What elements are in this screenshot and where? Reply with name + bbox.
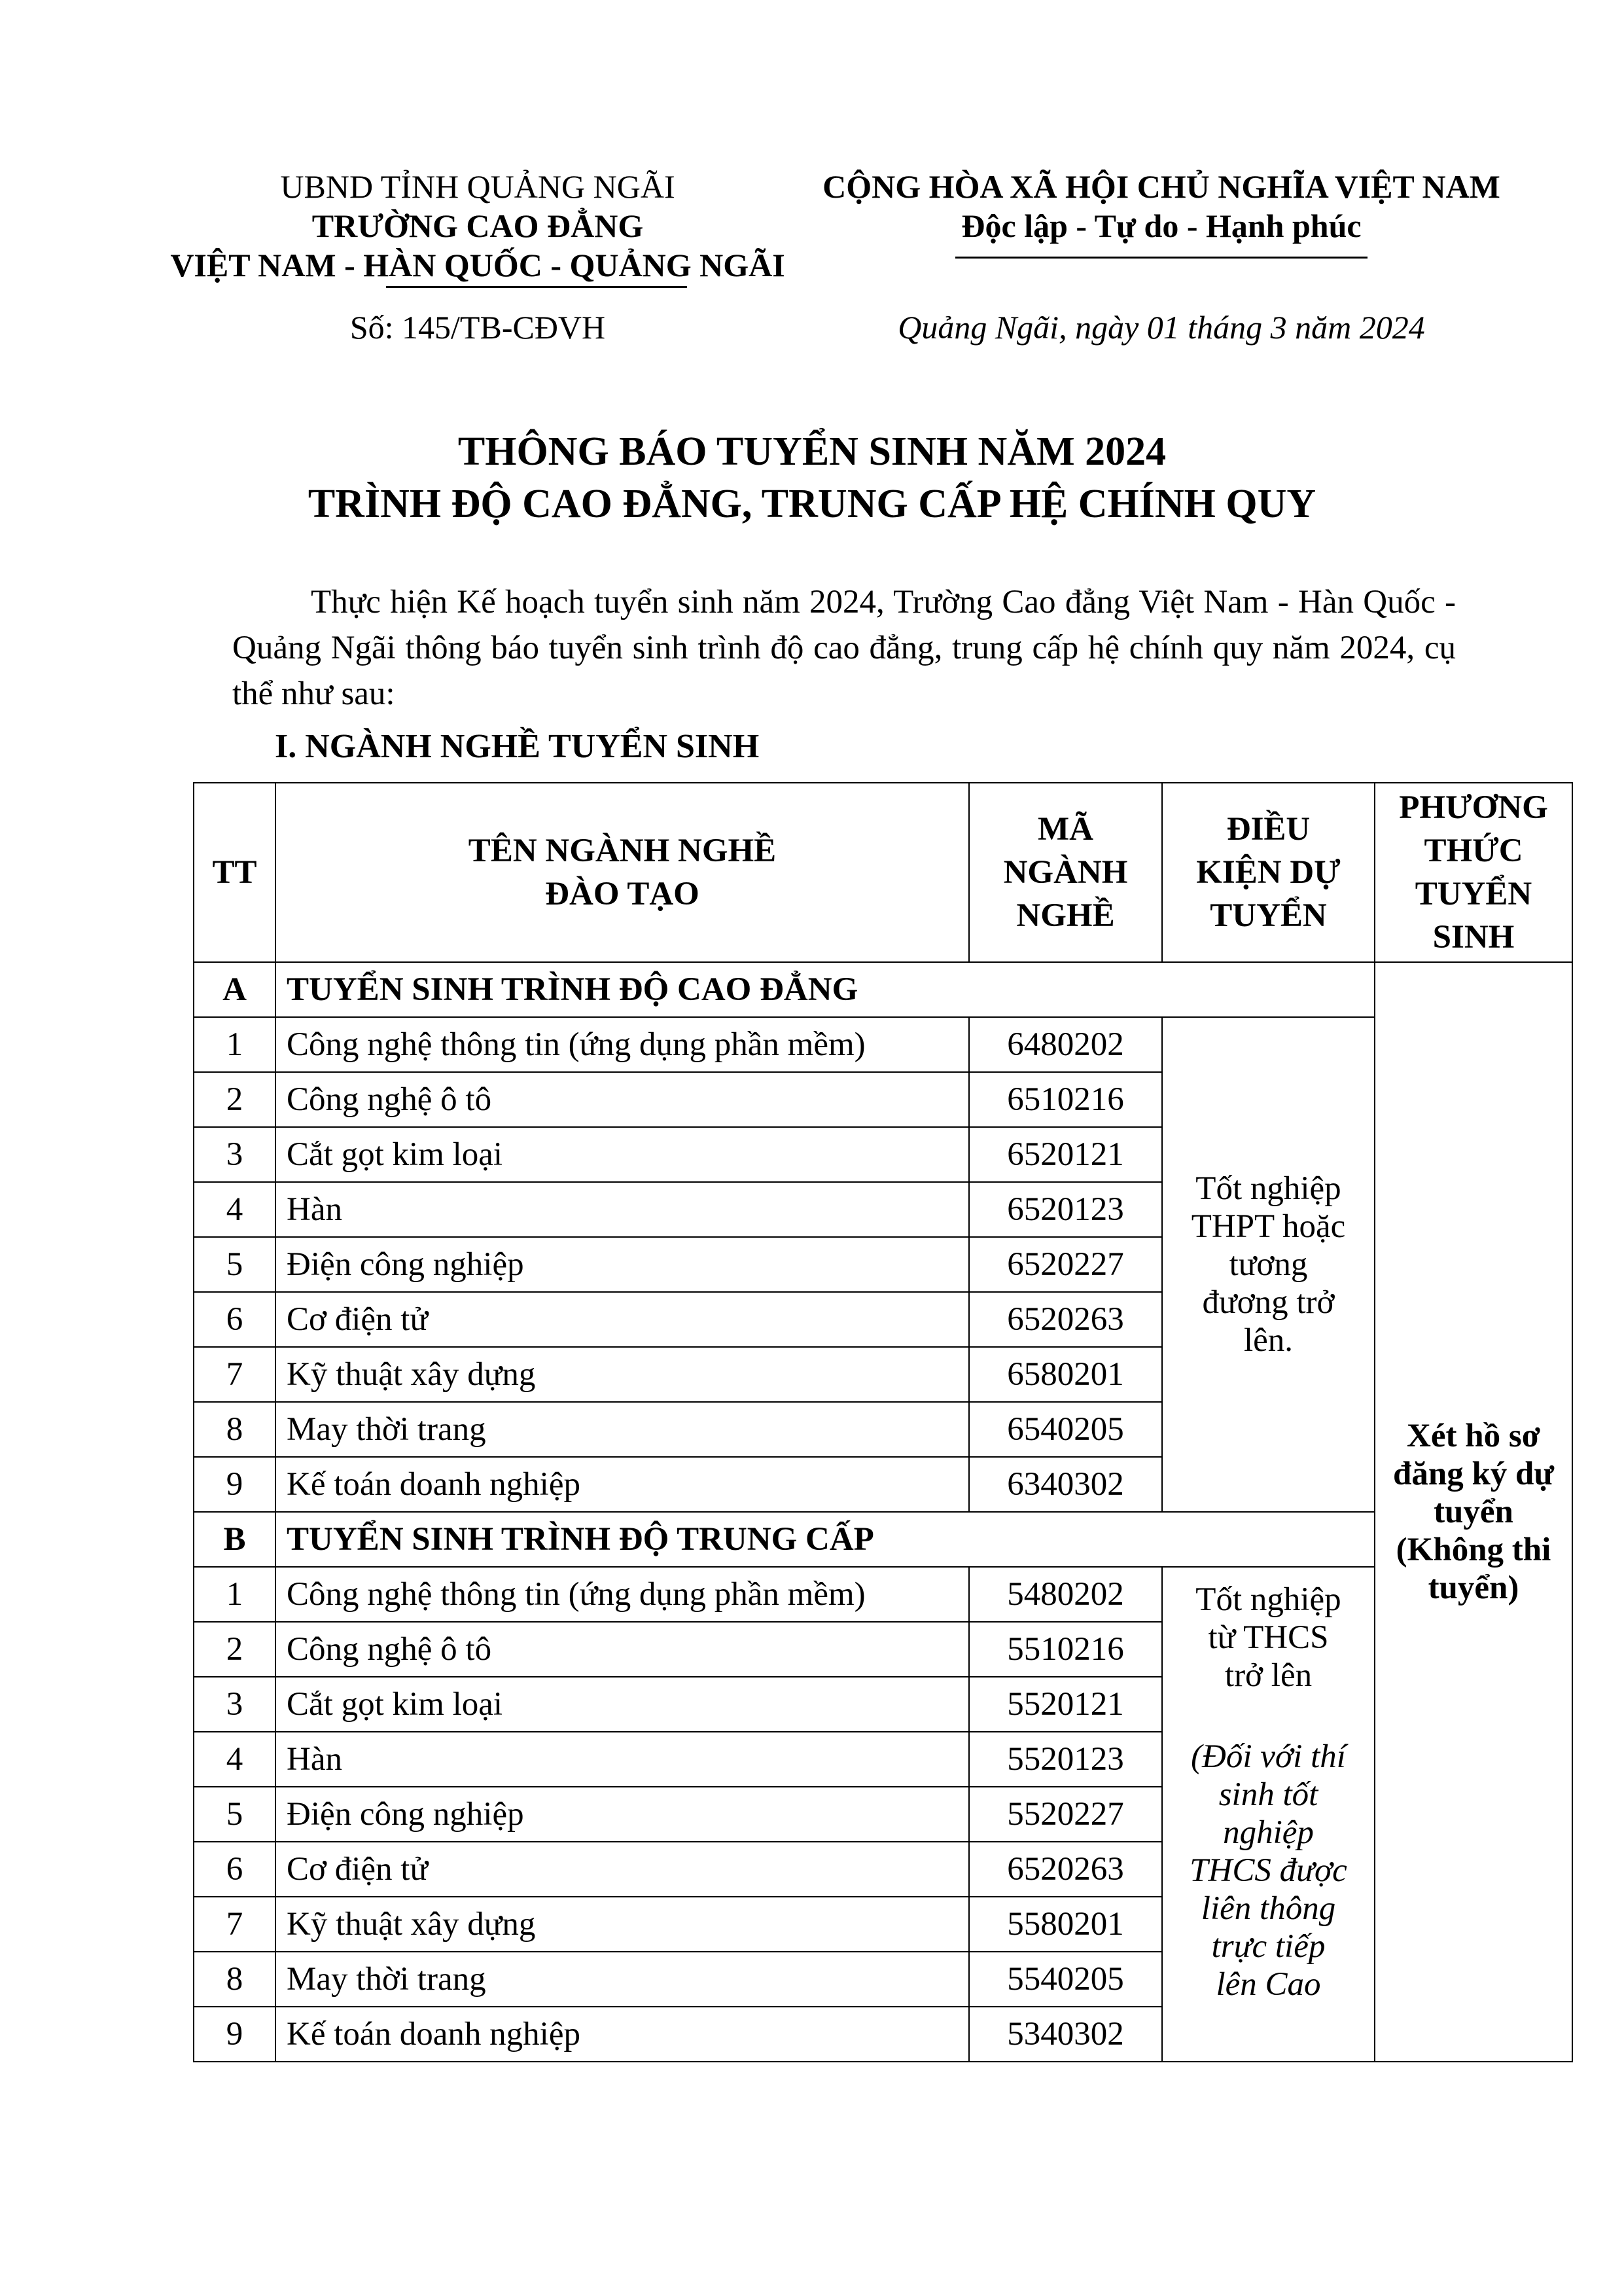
cond-b-spacer bbox=[1173, 1695, 1364, 1738]
row-program-code: 6520123 bbox=[969, 1182, 1162, 1237]
row-tt: 4 bbox=[194, 1732, 275, 1787]
method-line-4: (Không thi bbox=[1396, 1532, 1551, 1568]
row-program-code: 5580201 bbox=[969, 1897, 1162, 1952]
motto-line-1: CỘNG HÒA XÃ HỘI CHỦ NGHĨA VIỆT NAM bbox=[822, 168, 1500, 205]
cond-b-line-2: từ THCS bbox=[1208, 1619, 1329, 1656]
row-program-code: 5520123 bbox=[969, 1732, 1162, 1787]
group-b-condition bbox=[1162, 1567, 1375, 2062]
row-program-name: Công nghệ ô tô bbox=[275, 1072, 969, 1127]
group-b-tt: B bbox=[194, 1512, 275, 1567]
row-program-name: Hàn bbox=[275, 1182, 969, 1237]
authority-underline bbox=[386, 286, 687, 288]
row-tt: 5 bbox=[194, 1787, 275, 1842]
group-b-row bbox=[194, 1512, 1572, 1567]
cond-b-note-5: liên thông bbox=[1201, 1890, 1336, 1927]
document-number: Số: 145/TB-CĐVH bbox=[349, 309, 606, 346]
header-method-line-1: PHƯƠNG bbox=[1399, 789, 1548, 826]
header-method-line-2: THỨC bbox=[1424, 833, 1523, 869]
row-program-name: Cắt gọt kim loại bbox=[275, 1127, 969, 1182]
row-program-name: Hàn bbox=[275, 1732, 969, 1787]
row-program-code: 5520121 bbox=[969, 1677, 1162, 1732]
row-program-name: May thời trang bbox=[275, 1952, 969, 2007]
header-name-line-2: ĐÀO TẠO bbox=[545, 876, 699, 912]
row-tt: 9 bbox=[194, 2007, 275, 2062]
admission-table bbox=[193, 782, 1573, 2062]
group-a-row bbox=[194, 962, 1572, 1017]
row-tt: 5 bbox=[194, 1237, 275, 1292]
table-header-row bbox=[194, 783, 1572, 962]
row-program-name: Công nghệ thông tin (ứng dụng phần mềm) bbox=[275, 1017, 969, 1072]
row-program-code: 6510216 bbox=[969, 1072, 1162, 1127]
row-tt: 8 bbox=[194, 1402, 275, 1457]
cond-a-line-4: đương trở bbox=[1202, 1284, 1335, 1321]
row-program-code: 6340302 bbox=[969, 1457, 1162, 1512]
row-tt: 6 bbox=[194, 1842, 275, 1897]
authority-line-1: UBND TỈNH QUẢNG NGÃI bbox=[280, 168, 675, 205]
method-line-1: Xét hồ sơ bbox=[1407, 1418, 1540, 1454]
row-program-code: 6520263 bbox=[969, 1292, 1162, 1347]
row-tt: 7 bbox=[194, 1347, 275, 1402]
row-program-code: 5540205 bbox=[969, 1952, 1162, 2007]
row-tt: 6 bbox=[194, 1292, 275, 1347]
method-line-3: tuyển bbox=[1434, 1494, 1513, 1530]
header-cond-line-2: KIỆN DỰ bbox=[1196, 854, 1341, 891]
row-program-name: May thời trang bbox=[275, 1402, 969, 1457]
header-code-line-3: NGHỀ bbox=[1016, 897, 1115, 934]
motto-underline bbox=[955, 257, 1368, 259]
cond-a-line-2: THPT hoặc bbox=[1191, 1208, 1346, 1245]
header-cond-line-1: ĐIỀU bbox=[1226, 811, 1311, 848]
row-program-name: Kế toán doanh nghiệp bbox=[275, 1457, 969, 1512]
group-a-tt: A bbox=[194, 962, 275, 1017]
row-program-name: Cắt gọt kim loại bbox=[275, 1677, 969, 1732]
method-line-5: tuyển) bbox=[1428, 1570, 1519, 1606]
row-tt: 2 bbox=[194, 1622, 275, 1677]
row-program-code: 5480202 bbox=[969, 1567, 1162, 1622]
header-name-line-1: TÊN NGÀNH NGHỀ bbox=[468, 833, 777, 869]
authority-line-2: TRƯỜNG CAO ĐẲNG bbox=[311, 207, 644, 244]
row-program-code: 5340302 bbox=[969, 2007, 1162, 2062]
row-program-code: 6580201 bbox=[969, 1347, 1162, 1402]
row-tt: 1 bbox=[194, 1017, 275, 1072]
cond-b-note-2: sinh tốt bbox=[1218, 1776, 1318, 1813]
row-program-name: Điện công nghiệp bbox=[275, 1237, 969, 1292]
method-line-2: đăng ký dự bbox=[1392, 1456, 1555, 1492]
national-motto bbox=[785, 167, 1538, 245]
section-heading: I. NGÀNH NGHỀ TUYỂN SINH bbox=[275, 728, 760, 765]
row-program-code: 6520227 bbox=[969, 1237, 1162, 1292]
row-tt: 2 bbox=[194, 1072, 275, 1127]
header-program-code bbox=[969, 783, 1162, 962]
group-a-title: TUYỂN SINH TRÌNH ĐỘ CAO ĐẲNG bbox=[275, 962, 1375, 1017]
cond-b-line-3: trở lên bbox=[1224, 1657, 1313, 1694]
admission-method-cell bbox=[1375, 962, 1572, 2062]
cond-a-line-5: lên. bbox=[1243, 1322, 1294, 1359]
row-program-name: Kế toán doanh nghiệp bbox=[275, 2007, 969, 2062]
intro-paragraph bbox=[232, 579, 1456, 717]
table-row bbox=[194, 1017, 1572, 1072]
group-a-condition bbox=[1162, 1017, 1375, 1512]
cond-b-note-3: nghiệp bbox=[1223, 1814, 1314, 1851]
authority-line-3: VIỆT NAM - HÀN QUỐC - QUẢNG NGÃI bbox=[170, 247, 785, 283]
row-program-code: 6520121 bbox=[969, 1127, 1162, 1182]
row-program-name: Cơ điện tử bbox=[275, 1842, 969, 1897]
document-date: Quảng Ngãi, ngày 01 tháng 3 năm 2024 bbox=[898, 309, 1425, 346]
title-line-1: THÔNG BÁO TUYỂN SINH NĂM 2024 bbox=[457, 429, 1167, 474]
row-tt: 8 bbox=[194, 1952, 275, 2007]
intro-text: Thực hiện Kế hoạch tuyển sinh năm 2024, Trường Cao đẳng Việt Nam - Hàn Quốc - Quảng Ngãi thông báo tuyển sinh trình độ cao đẳng, trung cấp hệ chính quy năm 2024, cụ thể như sau: bbox=[232, 584, 1456, 712]
table-row bbox=[194, 1567, 1572, 1622]
header-condition bbox=[1162, 783, 1375, 962]
motto-line-2: Độc lập - Tự do - Hạnh phúc bbox=[961, 207, 1362, 244]
row-tt: 7 bbox=[194, 1897, 275, 1952]
header-code-line-1: MÃ bbox=[1038, 811, 1093, 848]
row-program-name: Công nghệ ô tô bbox=[275, 1622, 969, 1677]
row-program-name: Kỹ thuật xây dựng bbox=[275, 1897, 969, 1952]
row-tt: 9 bbox=[194, 1457, 275, 1512]
row-program-code: 6520263 bbox=[969, 1842, 1162, 1897]
title-line-2: TRÌNH ĐỘ CAO ĐẲNG, TRUNG CẤP HỆ CHÍNH QUY bbox=[308, 482, 1316, 526]
row-tt: 3 bbox=[194, 1127, 275, 1182]
header-method-line-4: SINH bbox=[1432, 919, 1515, 956]
header-method bbox=[1375, 783, 1572, 962]
cond-b-note-1: (Đối với thí bbox=[1191, 1738, 1346, 1775]
row-program-code: 6540205 bbox=[969, 1402, 1162, 1457]
group-b-title: TUYỂN SINH TRÌNH ĐỘ TRUNG CẤP bbox=[275, 1512, 1375, 1567]
header-program-name bbox=[275, 783, 969, 962]
row-program-code: 5520227 bbox=[969, 1787, 1162, 1842]
header-tt: TT bbox=[194, 783, 275, 962]
cond-b-note-7: lên Cao bbox=[1216, 1966, 1321, 2003]
row-program-code: 6480202 bbox=[969, 1017, 1162, 1072]
row-program-name: Công nghệ thông tin (ứng dụng phần mềm) bbox=[275, 1567, 969, 1622]
row-program-name: Điện công nghiệp bbox=[275, 1787, 969, 1842]
cond-a-line-3: tương bbox=[1229, 1246, 1308, 1283]
row-program-code: 5510216 bbox=[969, 1622, 1162, 1677]
header-code-line-2: NGÀNH bbox=[1003, 854, 1128, 891]
header-method-line-3: TUYỂN bbox=[1415, 876, 1532, 912]
row-tt: 4 bbox=[194, 1182, 275, 1237]
row-program-name: Kỹ thuật xây dựng bbox=[275, 1347, 969, 1402]
issuing-authority bbox=[150, 167, 805, 285]
cond-b-note-4: THCS được bbox=[1190, 1852, 1347, 1889]
document-title bbox=[0, 425, 1624, 530]
cond-b-line-1: Tốt nghiệp bbox=[1195, 1581, 1341, 1618]
row-tt: 3 bbox=[194, 1677, 275, 1732]
header-cond-line-3: TUYỂN bbox=[1210, 897, 1327, 934]
cond-b-note-6: trực tiếp bbox=[1211, 1928, 1326, 1965]
row-program-name: Cơ điện tử bbox=[275, 1292, 969, 1347]
row-tt: 1 bbox=[194, 1567, 275, 1622]
cond-a-line-1: Tốt nghiệp bbox=[1195, 1170, 1341, 1207]
